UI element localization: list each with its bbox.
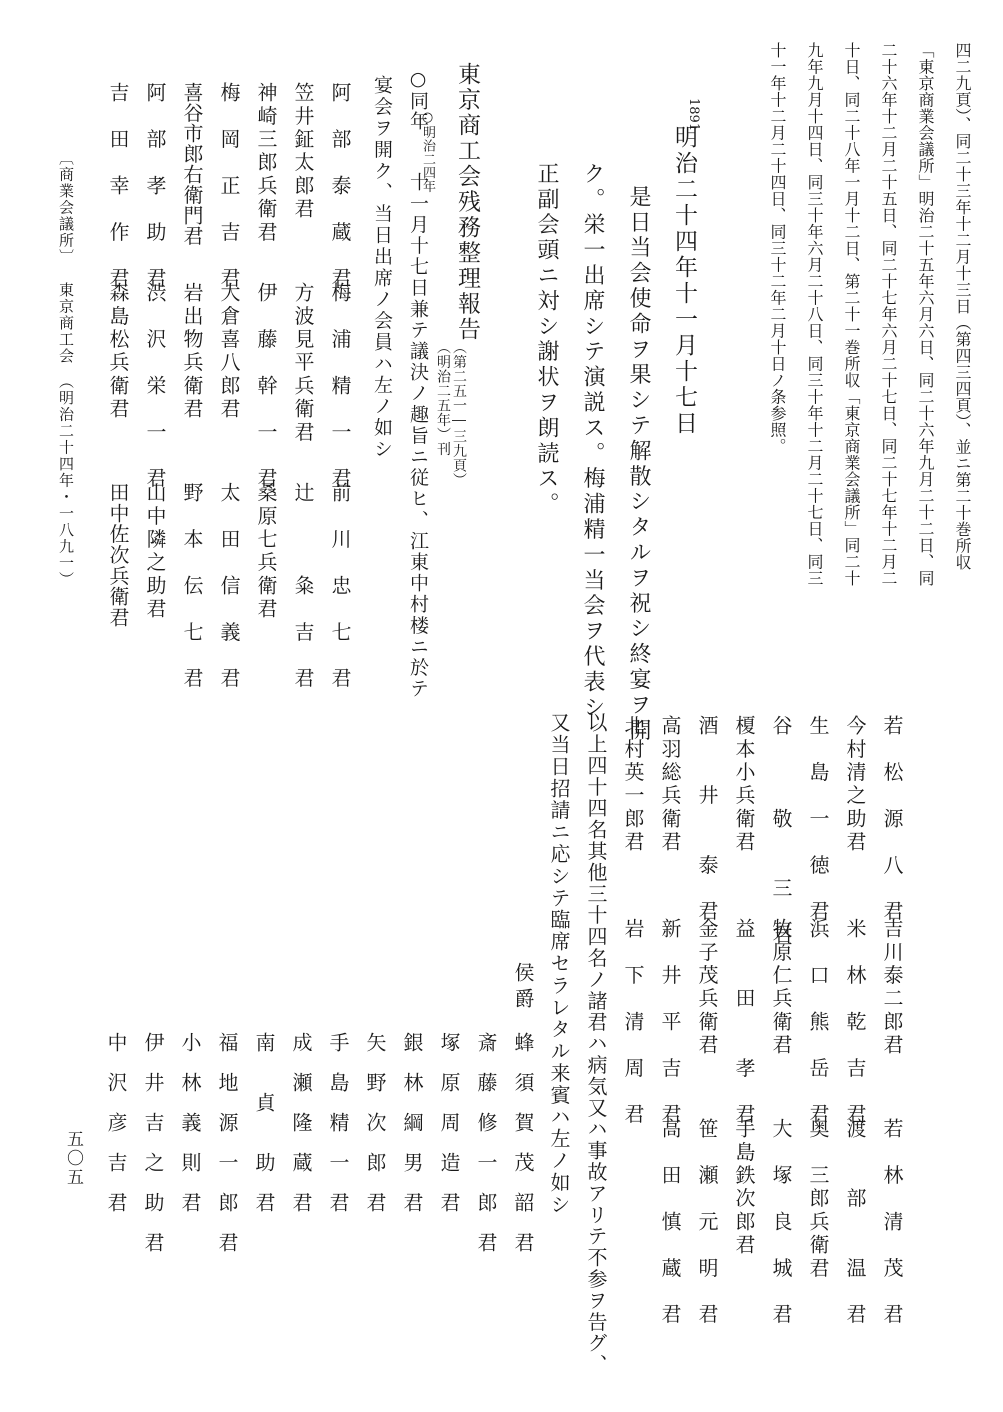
page-number: 五〇五 (63, 1130, 83, 1187)
guest-name: 南 貞 助 君 (252, 1032, 276, 1212)
footer-title: 東京商工会 （明治二十四年・一八九一） (57, 282, 75, 588)
attendee-name: 高 田 慎 蔵 君 (658, 1118, 682, 1327)
attendee-name: 桑原七兵衛君 (254, 482, 278, 622)
source-line1-note: ○明治二四年 (420, 110, 435, 193)
attendee-name: 若 林 清 茂 君 (880, 1118, 904, 1327)
guest-name: 矢 野 次 郎 君 (363, 1032, 387, 1212)
guest-name: 成 瀬 隆 蔵 君 (289, 1032, 313, 1212)
attendee-name: 浜 口 熊 岳 君 (806, 918, 830, 1127)
attendee-name: 榎本小兵衛君 (732, 715, 756, 855)
attendee-name: 渋 沢 栄 一 君 (143, 282, 167, 491)
guest-name: 小 林 義 則 君 (178, 1032, 202, 1212)
attendee-name: 伊 藤 幹 一 君 (254, 282, 278, 491)
source-title: 東京商工会残務整理報告 (454, 62, 480, 343)
attendee-name: 大倉喜八郎君 (217, 282, 241, 422)
attendee-name: 新 井 平 吉 君 (658, 918, 682, 1127)
attendee-name: 梅 岡 正 吉 君 (217, 82, 241, 291)
guest-name: 蜂 須 賀 茂 韶 君 (511, 1032, 535, 1252)
guest-name: 銀 林 綱 男 君 (400, 1032, 424, 1212)
attendee-name: 森島松兵衛君 (106, 282, 130, 422)
footer-section: 〔商業会議所〕 (57, 150, 75, 266)
attendee-name: 吉 田 幸 作 君 (106, 82, 130, 291)
source-line1-pre: ○同年 (407, 68, 429, 131)
attendee-name: 辻 粂 吉 君 (291, 482, 315, 691)
attendee-name: 米 林 乾 吉 君 (843, 918, 867, 1127)
attendee-name: 生 島 一 徳 君 (806, 715, 830, 924)
attendee-name: 牧原仁兵衛君 (769, 918, 793, 1058)
attendee-name: 吉川泰二郎君 (880, 918, 904, 1058)
note-line: 十日、同二十八年一月十二日、第二十一巻所収「東京商業会議所」同二十 (842, 42, 861, 587)
attendee-name: 益 田 孝 君 (732, 918, 756, 1127)
source-pages: （第二五一―三九頁） (451, 340, 467, 487)
summary-line: 又当日招請ニ応シテ臨席セラレタル来賓ハ左ノ如シ (547, 712, 571, 1216)
attendee-name: 岩 下 清 周 君 (621, 918, 645, 1127)
attendee-name: 太 田 信 義 君 (217, 482, 241, 691)
attendee-name: 神崎三郎兵衛君 (254, 82, 278, 245)
note-line: 九年九月十四日、同三十年六月二十八日、同三十年十二月二十七日、同三 (805, 42, 824, 587)
note-line: 「東京商業会議所」明治二十五年六月六日、同二十六年九月二十二日、同 (916, 42, 935, 587)
attendee-name: 岩出物兵衛君 (180, 282, 204, 422)
attendee-name: 若 松 源 八 君 (880, 715, 904, 924)
entry-date: 明治二十四年十一月十七日 (671, 125, 697, 437)
attendee-name: 田中佐次兵衛君 (106, 482, 130, 628)
guest-name: 伊 井 吉 之 助 君 (141, 1032, 165, 1252)
guest-title: 侯爵 (511, 962, 535, 1014)
guest-name: 福 地 源 一 郎 君 (215, 1032, 239, 1252)
guest-name: 中 沢 彦 吉 君 (104, 1032, 128, 1212)
attendee-name: 大 塚 良 城 君 (769, 1118, 793, 1327)
attendee-name: 前 川 忠 七 君 (328, 482, 352, 691)
entry-body-line: 正副会頭ニ対シ謝状ヲ朗読ス。 (534, 162, 559, 518)
attendee-name: 谷 敬 三 君 (769, 715, 793, 947)
guest-name: 手 島 精 一 君 (326, 1032, 350, 1212)
attendee-name: 阿 部 孝 助 君 (143, 82, 167, 291)
year-western: 1891 (686, 98, 701, 132)
source-published: （明治二五年）刊 (435, 340, 451, 456)
attendee-name: 酒 井 泰 君 (695, 715, 719, 924)
source-line2: 宴会ヲ開ク、当日出席ノ会員ハ左ノ如シ (371, 75, 393, 461)
attendee-name: 高羽総兵衛君 (658, 715, 682, 855)
attendee-name: 奥 三郎兵衛君 (806, 1118, 830, 1281)
note-line: 十一年十二月二十四日、同三十二年二月十日ノ条参照。 (768, 42, 787, 455)
attendee-name: 手島鉄次郎君 (732, 1118, 756, 1258)
entry-body-line: ク。栄一出席シテ演説ス。梅浦精一当会ヲ代表シ (580, 162, 605, 721)
attendee-name: 山中隣之助君 (143, 482, 167, 622)
attendee-name: 今村清之助君 (843, 715, 867, 855)
attendee-name: 喜谷市郎右衛門君 (180, 82, 204, 246)
attendee-name: 野 本 伝 七 君 (180, 482, 204, 691)
attendee-name: 笠井鉦太郎君 (291, 82, 315, 222)
attendee-name: 梅 浦 精 一 君 (328, 282, 352, 491)
attendee-name: 方波見平兵衛君 (291, 282, 315, 445)
guest-name: 斎 藤 修 一 郎 君 (474, 1032, 498, 1252)
note-line: 四二九頁）、同二十三年十二月十三日（第四三四頁）、並ニ第二十巻所収 (953, 42, 972, 571)
attendee-name: 阿 部 泰 蔵 君 (328, 82, 352, 291)
attendee-name: 渡 部 温 君 (843, 1118, 867, 1327)
source-line1: 十一月十七日兼テ議決ノ趣旨ニ従ヒ、江東中村楼ニ於テ (407, 172, 429, 700)
summary-line: 以上四十四名其他三十四名ノ諸君ハ病気又ハ事故アリテ不参ヲ告グ、 (584, 712, 608, 1376)
attendee-name: 北村英一郎君 (621, 715, 645, 855)
attendee-name: 笹 瀬 元 明 君 (695, 1118, 719, 1327)
note-line: 二十六年十二月二十五日、同二十七年六月二十七日、同二十七年十二月二 (879, 42, 898, 587)
entry-body-line: 是日当会使命ヲ果シテ解散シタルヲ祝シ終宴ヲ開 (626, 185, 651, 744)
guest-name: 塚 原 周 造 君 (437, 1032, 461, 1212)
attendee-name: 金子茂兵衛君 (695, 918, 719, 1058)
